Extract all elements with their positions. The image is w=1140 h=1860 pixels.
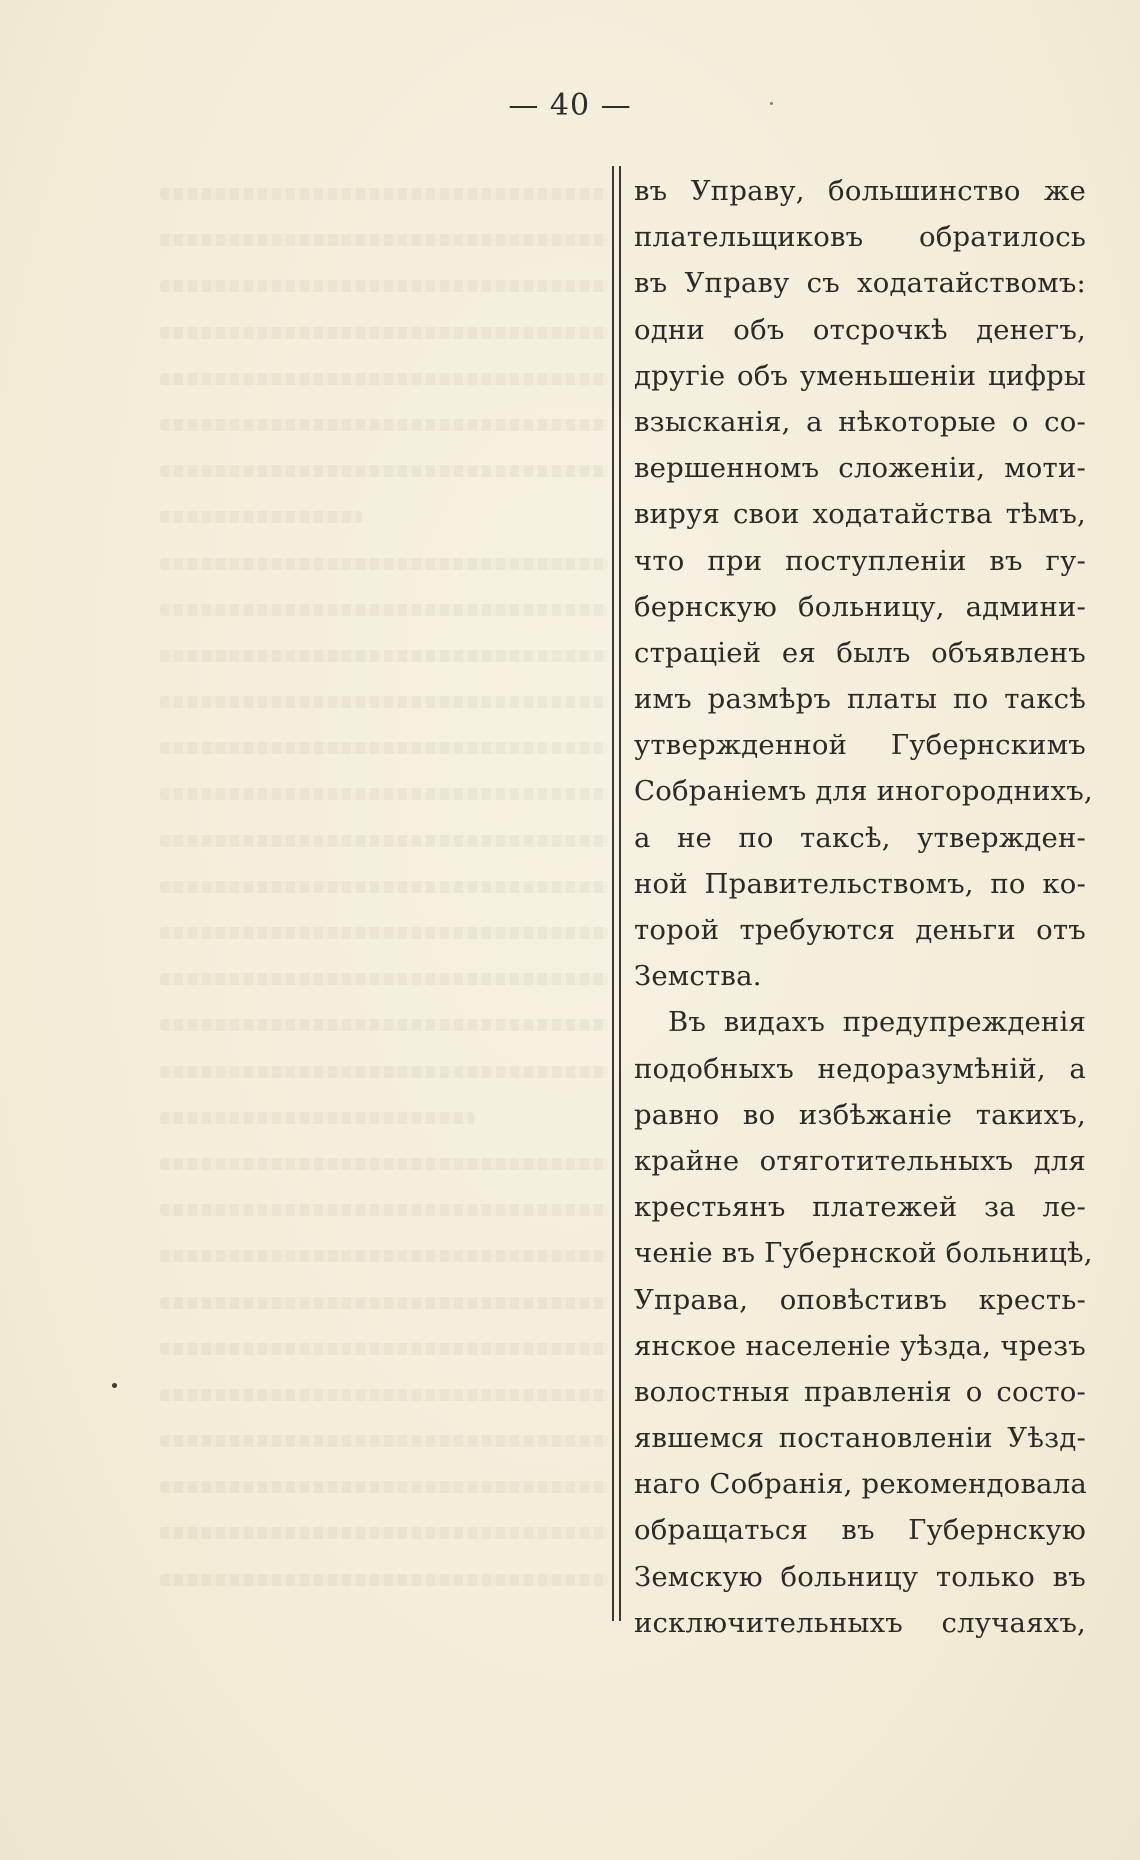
text-line: Земскую больницу только въ [634,1560,1086,1593]
text-line: исключительныхъ случаяхъ, [634,1606,1086,1639]
text-line: Управа, оповѣстивъ кресть- [634,1283,1086,1316]
text-line: Собраніемъ для иногороднихъ, [634,775,1093,808]
text-line: вируя свои ходатайства тѣмъ, [634,498,1086,531]
text-column [634,168,1093,1646]
text-line: другіе объ уменьшеніи цифры [634,359,1086,392]
text-line: торой требуются деньги отъ [634,914,1086,946]
text-line: утвержденной Губернскимъ [634,729,1086,762]
text-line: имъ размѣръ платы по таксѣ [634,683,1086,716]
paragraph-start-line: Въ видахъ предупрежденія [668,1006,1086,1039]
text-line: въ Управу съ ходатайствомъ: [634,267,1086,300]
text-line: вершенномъ сложеніи, моти- [634,452,1086,485]
bleed-through-text [160,170,608,1600]
ink-speck [112,1383,117,1388]
text-line: волостныя правленія о состо- [634,1375,1086,1408]
column-rule-right [619,166,621,1621]
text-line: бернскую больницу, админи- [634,590,1086,623]
text-line: ной Правительствомъ, по ко- [634,867,1086,900]
column-rule-left [612,166,614,1621]
text-line: плательщиковъ обратилось [634,221,1086,254]
text-line: одни объ отсрочкѣ денегъ, [634,313,1086,346]
text-line: а не по таксѣ, утвержден- [634,821,1086,854]
text-line: крайне отяготительныхъ для [634,1144,1086,1177]
text-line: явшемся постановленіи Уѣзд- [634,1422,1086,1455]
text-line: Земства. [634,960,762,993]
text-line: что при поступленіи въ гу- [634,544,1086,577]
text-line: янское населеніе уѣзда, чрезъ [634,1329,1086,1362]
text-line: ченіе въ Губернской больницѣ, [634,1237,1093,1270]
text-line: обращаться въ Губернскую [634,1514,1086,1547]
text-line: крестьянъ платежей за ле- [634,1191,1086,1224]
text-line: страціей ея былъ объявленъ [634,636,1086,669]
text-line: взысканія, а нѣкоторые о со- [634,405,1086,438]
page-number: — 40 — [508,88,632,123]
ink-speck [770,102,773,105]
text-line: наго Собранія, рекомендовала [634,1468,1087,1501]
text-line: подобныхъ недоразумѣній, а [634,1052,1086,1085]
text-line: равно во избѣжаніе такихъ, [634,1098,1086,1131]
text-line: въ Управу, большинство же [634,175,1086,207]
